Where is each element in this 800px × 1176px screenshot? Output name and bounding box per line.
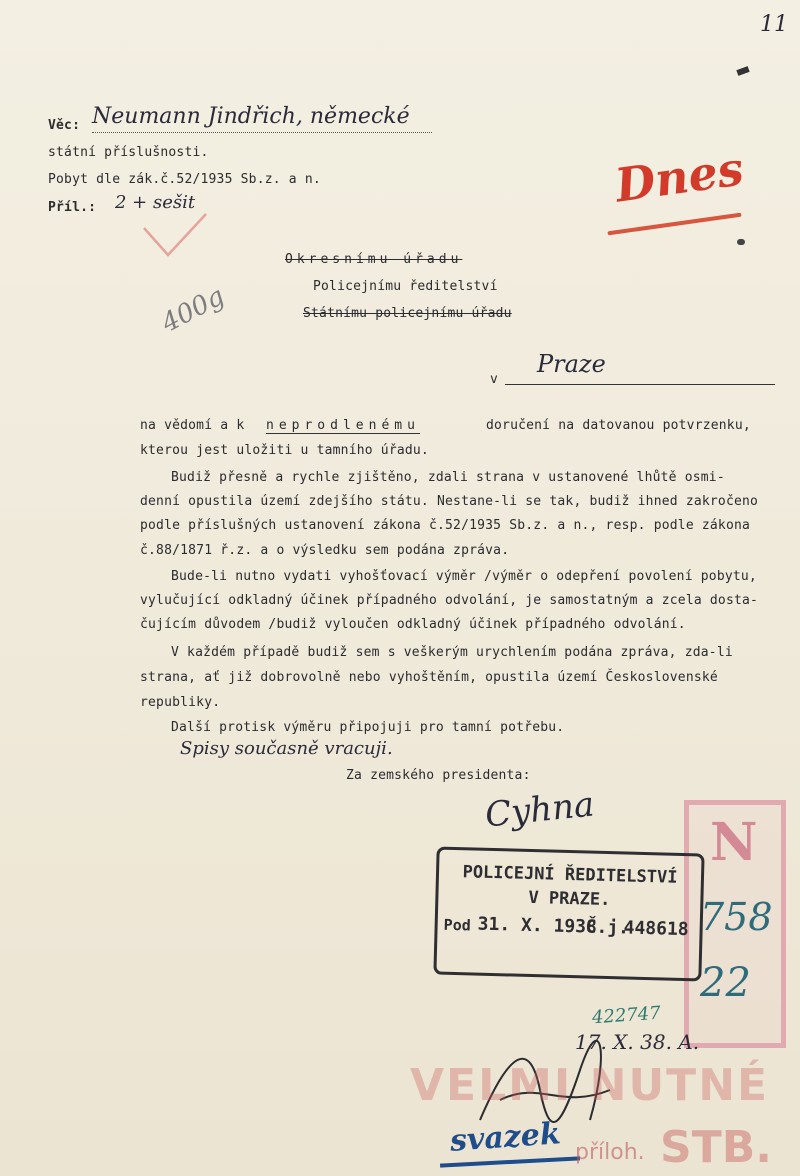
stamp-ref-number: 448618	[623, 917, 689, 941]
priloh-label: příloh.	[575, 1140, 645, 1165]
red-checkmark	[140, 210, 210, 265]
blue-word-svazek: svazek	[448, 1116, 562, 1159]
bottom-code: STB.	[660, 1122, 772, 1173]
recipient-struck-2: Státnímu policejnímu úřadu	[303, 306, 512, 321]
signoff: Za zemského presidenta:	[346, 768, 531, 783]
stamp-line2: V PRAZE.	[528, 887, 611, 911]
lower-handwritten-date: 17. X. 38. A.	[575, 1030, 700, 1054]
bottom-stamp-velmi-nutne: VELMI NUTNÉ	[410, 1060, 770, 1111]
subject-label: Věc:	[48, 118, 81, 133]
stamp-line1: POLICEJNÍ ŘEDITELSTVÍ	[462, 862, 678, 888]
city-line	[505, 384, 775, 385]
subject-line2: státní příslušnosti.	[48, 145, 209, 160]
lower-blue-number: 422747	[591, 1002, 662, 1029]
body-p1-b: neprodlenému	[266, 418, 420, 433]
red-stamp-number-bottom: 22	[700, 960, 751, 1006]
pin-mark	[736, 66, 749, 76]
red-annotation-dnes: Dnes	[611, 141, 747, 213]
recipient-struck-1: Okresnímu úřadu	[285, 252, 463, 267]
handwritten-note: Spisy současně vracuji.	[180, 738, 393, 759]
city-prefix: v	[490, 372, 499, 387]
attachment-handwritten: 2 + sešit	[115, 192, 196, 213]
body-p3-line1: Bude-li nutno vydati vyhošťovací výměr /výměr o odepření povolení pobytu,	[171, 569, 757, 584]
body-p1-c: doručení na datovanou potvrzenku,	[486, 418, 751, 433]
stamp-pod: Pod	[443, 915, 471, 935]
body-p2-line2: denní opustila území zdejšího státu. Nestane-li se tak, budiž ihned zakročeno	[140, 494, 759, 509]
attachment-label: Příl.:	[48, 200, 97, 215]
body-p3-line3: čujícím důvodem /budiž vyloučen odkladný účinek případného odvolání.	[140, 617, 686, 632]
recipient-active: Policejnímu ředitelství	[313, 279, 498, 294]
body-p2-line1: Budiž přesně a rychle zjištěno, zdali strana v ustanovené lhůtě osmi-	[171, 470, 725, 485]
body-p2-line4: č.88/1871 ř.z. a o výsledku sem podána zpráva.	[140, 543, 510, 558]
body-p3-line2: vylučující odkladný účinek případného odvolání, je samostatným a zcela dosta-	[140, 593, 759, 608]
subject-name-handwritten: Neumann Jindřich, německé	[92, 104, 432, 133]
red-stamp-number-top: 758	[700, 895, 773, 939]
stamp-date: 31. X. 1938	[477, 913, 598, 938]
police-received-stamp	[433, 847, 704, 982]
body-p4-line2: strana, ať již dobrovolně nebo vyhoštěním, opustila území Československé	[140, 670, 718, 685]
red-stamp-letter: N	[710, 812, 758, 873]
page-number: 11	[760, 12, 788, 37]
city-name: Praze	[537, 350, 606, 378]
signature: Cyhna	[483, 784, 597, 836]
body-p1-a: na vědomí a k	[140, 418, 245, 433]
subject-line3: Pobyt dle zák.č.52/1935 Sb.z. a n.	[48, 172, 321, 187]
stamp-ref-prefix: Č.j.	[585, 916, 630, 939]
body-p5: Další protisk výměru připojuji pro tamní potřebu.	[171, 720, 565, 735]
body-p4-line3: republiky.	[140, 695, 221, 710]
red-underline	[607, 213, 741, 236]
pencil-note: 400g	[156, 281, 230, 339]
body-p1-d: kterou jest uložiti u tamního úřadu.	[140, 443, 429, 458]
body-p2-line3: podle příslušných ustanovení zákona č.52/1935 Sb.z. a n., resp. podle zákona	[140, 518, 751, 533]
ink-dot	[737, 239, 745, 245]
body-p4-line1: V každém případě budiž sem s veškerým urychlením podána zpráva, zda-li	[171, 645, 733, 660]
